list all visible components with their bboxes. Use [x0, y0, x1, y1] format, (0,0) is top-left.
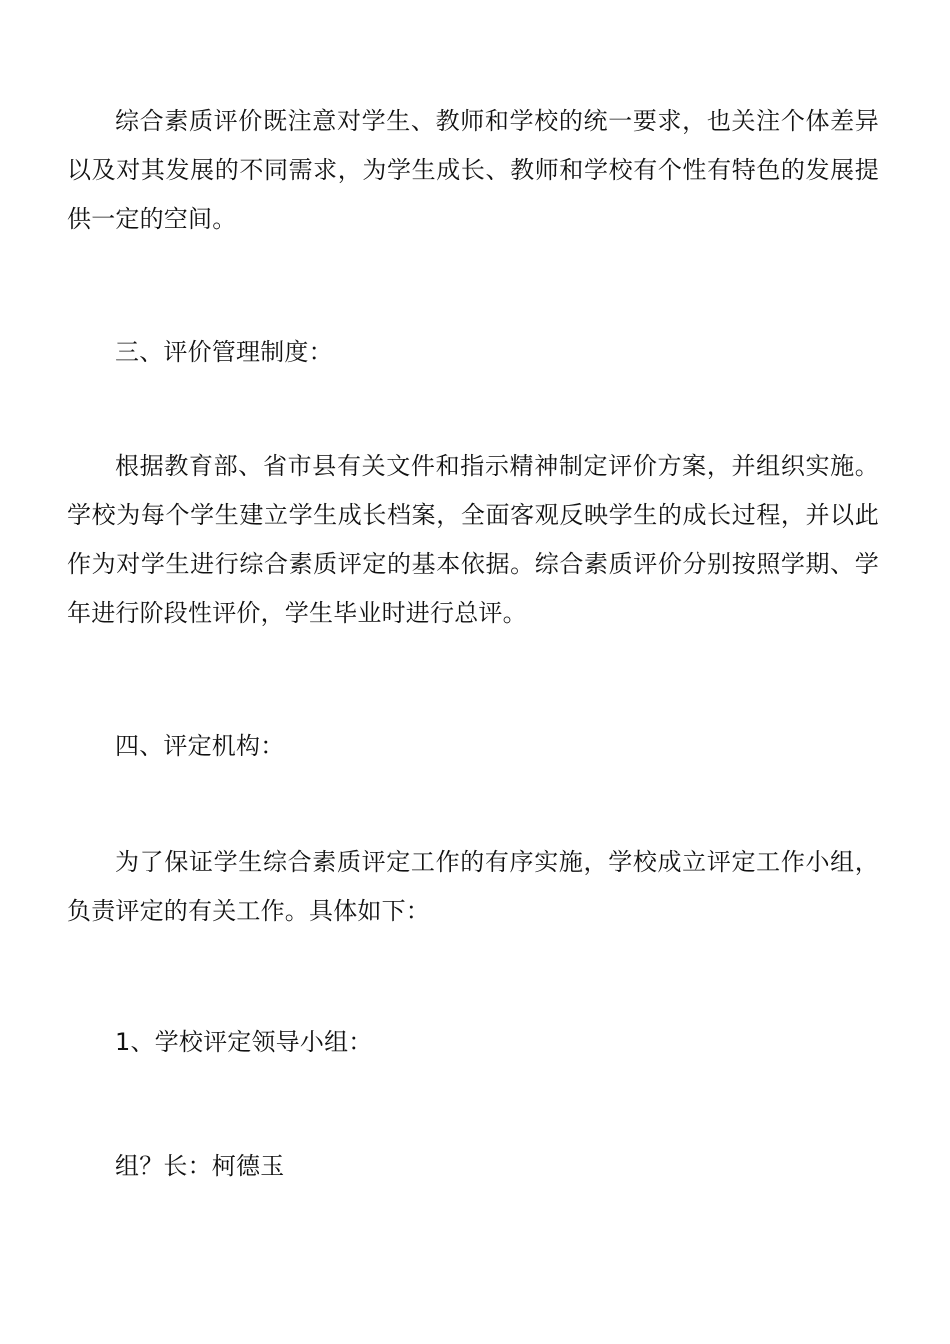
heading-evaluation-management: 三、评价管理制度：	[115, 338, 333, 366]
heading-leadership-group: 1、学校评定领导小组：	[115, 1028, 373, 1056]
paragraph-management-system: 根据教育部、省市县有关文件和指示精神制定评价方案，并组织实施。学校为每个学生建立学生成长档案，全面客观反映学生的成长过程，并以此作为对学生进行综合素质评定的基本依据。综合素质评价分别按照学期、学年进行阶段性评价，学生毕业时进行总评。	[67, 452, 879, 627]
paragraph-evaluation-principle: 综合素质评价既注意对学生、教师和学校的统一要求，也关注个体差异以及对其发展的不同需求，为学生成长、教师和学校有个性有特色的发展提供一定的空间。	[67, 107, 879, 233]
paragraph-working-group: 为了保证学生综合素质评定工作的有序实施，学校成立评定工作小组，负责评定的有关工作。具体如下：	[67, 848, 879, 925]
group-leader-line: 组？长：柯德玉	[115, 1152, 285, 1180]
heading-evaluation-organization: 四、评定机构：	[115, 732, 285, 760]
